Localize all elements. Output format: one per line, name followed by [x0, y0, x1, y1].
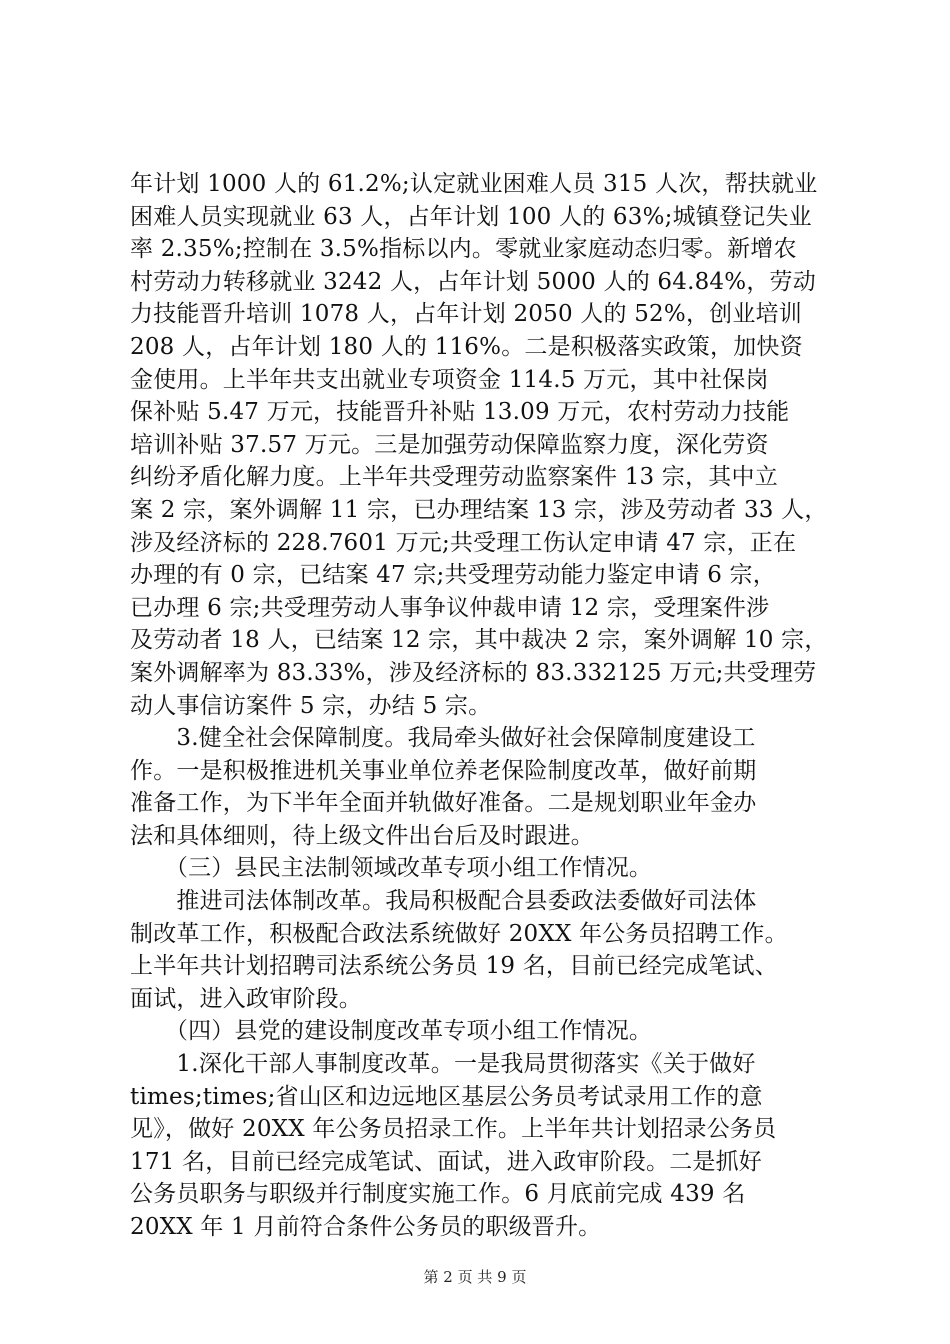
text-line: 培训补贴 37.57 万元。三是加强劳动保障监察力度，深化劳资	[130, 431, 769, 458]
text-line: 年计划 1000 人的 61.2%;认定就业困难人员 315 人次，帮扶就业	[130, 171, 818, 197]
text-line: 纠纷矛盾化解力度。上半年共受理劳动监察案件 13 宗，其中立	[130, 464, 778, 491]
text-line: 1.深化干部人事制度改革。一是我局贯彻落实《关于做好	[130, 1051, 756, 1078]
text-line: 公务员职务与职级并行制度实施工作。6 月底前完成 439 名	[130, 1181, 746, 1208]
text-line: 法和具体细则，待上级文件出台后及时跟进。	[130, 822, 594, 849]
text-line: 准备工作，为下半年全面并轨做好准备。二是规划职业年金办	[130, 790, 757, 817]
body-text	[130, 168, 830, 1244]
text-line: （三）县民主法制领域改革专项小组工作情况。	[130, 855, 653, 882]
text-line: 困难人员实现就业 63 人，占年计划 100 人的 63%;城镇登记失业	[130, 203, 812, 230]
text-line: 案外调解率为 83.33%，涉及经济标的 83.332125 万元;共受理劳	[130, 659, 817, 686]
text-line: 上半年共计划招聘司法系统公务员 19 名，目前已经完成笔试、	[130, 953, 778, 980]
text-line: 保补贴 5.47 万元，技能晋升补贴 13.09 万元，农村劳动力技能	[130, 399, 790, 426]
text-line: （四）县党的建设制度改革专项小组工作情况。	[130, 1018, 653, 1045]
text-line: 率 2.35%;控制在 3.5%指标以内。零就业家庭动态归零。新增农	[130, 236, 797, 263]
text-line: 3.健全社会保障制度。我局牵头做好社会保障制度建设工	[130, 725, 756, 752]
text-line: 金使用。上半年共支出就业专项资金 114.5 万元，其中社保岗	[130, 366, 769, 393]
text-line: 作。一是积极推进机关事业单位养老保险制度改革，做好前期	[130, 757, 757, 784]
text-line: 村劳动力转移就业 3242 人，占年计划 5000 人的 64.84%，劳动	[130, 268, 816, 295]
text-line: 制改革工作，积极配合政法系统做好 20XX 年公务员招聘工作。	[130, 920, 788, 947]
text-line: 已办理 6 宗;共受理劳动人事争议仲裁申请 12 宗，受理案件涉	[130, 594, 770, 621]
text-line: 办理的有 0 宗，已结案 47 宗;共受理劳动能力鉴定申请 6 宗，	[130, 562, 776, 589]
text-line: 208 人，占年计划 180 人的 116%。二是积极落实政策，加快资	[130, 333, 803, 360]
text-line: 20XX 年 1 月前符合条件公务员的职级晋升。	[130, 1214, 602, 1240]
text-line: 力技能晋升培训 1078 人，占年计划 2050 人的 52%，创业培训	[130, 301, 802, 328]
text-line: 171 名，目前已经完成笔试、面试，进入政审阶段。二是抓好	[130, 1148, 763, 1175]
text-line: 案 2 宗，案外调解 11 宗，已办理结案 13 宗，涉及劳动者 33 人，	[130, 496, 828, 523]
text-line: 面试，进入政审阶段。	[130, 985, 362, 1012]
text-line: 推进司法体制改革。我局积极配合县委政法委做好司法体	[130, 888, 757, 915]
page-footer: 第 2 页 共 9 页	[423, 1268, 527, 1286]
text-line: 及劳动者 18 人，已结案 12 宗，其中裁决 2 宗，案外调解 10 宗，	[130, 627, 828, 654]
text-line: 涉及经济标的 228.7601 万元;共受理工伤认定申请 47 宗，正在	[130, 529, 797, 556]
text-line: 见》，做好 20XX 年公务员招录工作。上半年共计划招录公务员	[130, 1116, 777, 1143]
text-line: times;times;省山区和边远地区基层公务员考试录用工作的意	[130, 1083, 763, 1110]
text-line: 动人事信访案件 5 宗，办结 5 宗。	[130, 692, 492, 719]
